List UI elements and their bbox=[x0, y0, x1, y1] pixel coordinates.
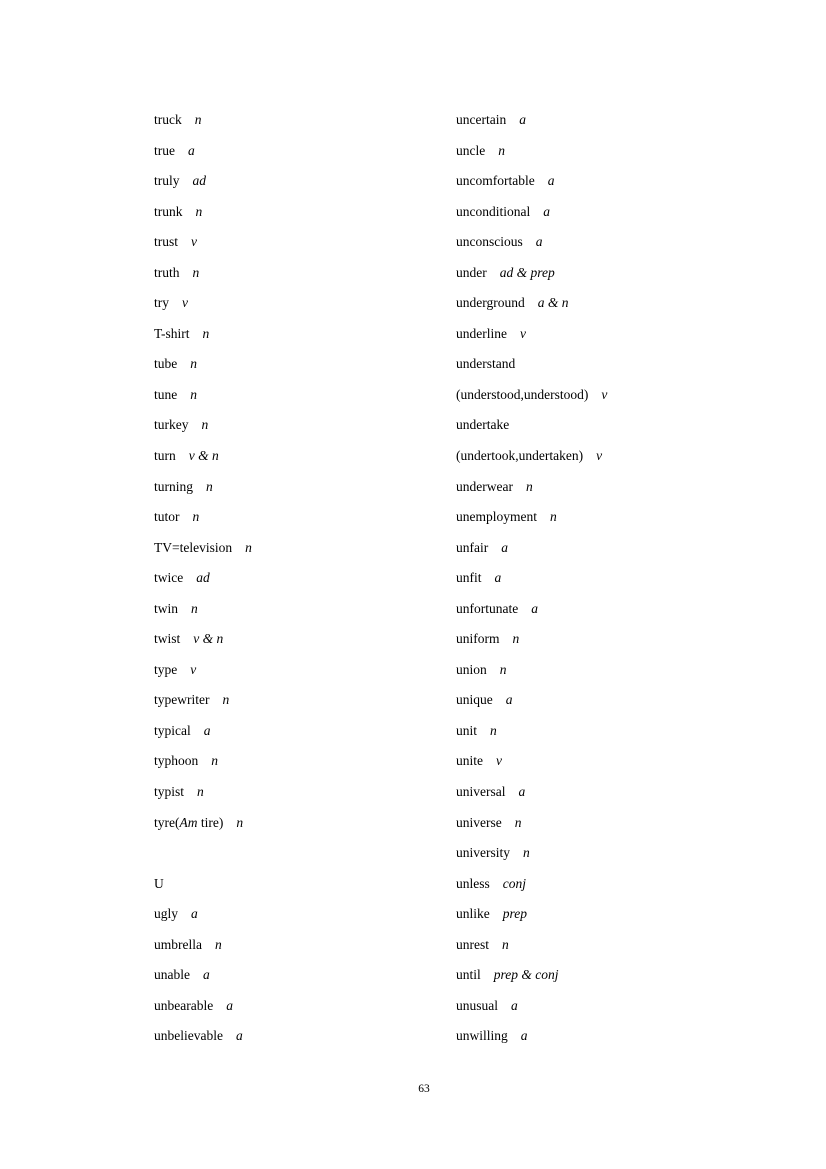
pos-tag: a bbox=[547, 173, 555, 189]
word-text: truck bbox=[154, 112, 182, 127]
pos-tag: prep bbox=[502, 906, 527, 922]
word-text: tune bbox=[154, 386, 178, 402]
word-text: twice bbox=[154, 570, 184, 586]
word-entry-row bbox=[154, 319, 454, 350]
word-text: uncomfortable bbox=[456, 173, 535, 189]
word-entry-row bbox=[456, 594, 786, 625]
pos-tag: a bbox=[531, 600, 538, 616]
word-entry-row bbox=[456, 288, 786, 319]
word-text: unemployment bbox=[456, 509, 537, 525]
word-text: truly bbox=[154, 173, 180, 189]
pos-tag: n bbox=[201, 417, 209, 433]
word-entry-row bbox=[154, 441, 454, 472]
pos-tag: n bbox=[190, 386, 197, 402]
word-list-column-left bbox=[154, 105, 454, 1052]
word-text: truth bbox=[154, 264, 180, 280]
word-entry-row bbox=[456, 349, 786, 380]
word-entry-row bbox=[456, 136, 786, 167]
word-entry-row bbox=[154, 899, 454, 930]
word-segment: tyre( bbox=[154, 814, 180, 830]
word-text: unfortunate bbox=[456, 600, 519, 616]
pos-tag: n bbox=[192, 509, 200, 525]
word-text: unless bbox=[456, 875, 490, 891]
pos-tag: a bbox=[494, 570, 502, 586]
pos-tag: a bbox=[501, 539, 508, 555]
pos-tag: a bbox=[511, 997, 518, 1013]
word-text: under bbox=[456, 264, 487, 280]
word-entry-row bbox=[456, 563, 786, 594]
word-text: until bbox=[456, 967, 481, 983]
word-text: unwilling bbox=[456, 1028, 508, 1044]
word-text: uncertain bbox=[456, 112, 507, 127]
pos-tag: a bbox=[520, 1028, 528, 1044]
word-segment: Am bbox=[179, 814, 198, 830]
word-text: U bbox=[154, 875, 164, 891]
word-entry-row bbox=[456, 319, 786, 350]
word-entry-row bbox=[154, 960, 454, 991]
word-entry-row bbox=[154, 105, 454, 136]
word-entry-row bbox=[456, 991, 786, 1022]
word-text: (undertook,undertaken) bbox=[456, 448, 584, 464]
word-text: unconscious bbox=[456, 234, 523, 250]
pos-tag: n bbox=[197, 784, 204, 800]
pos-tag: v & n bbox=[188, 448, 219, 464]
word-entry-row bbox=[154, 258, 454, 289]
word-text: union bbox=[456, 661, 487, 677]
word-entry-row bbox=[154, 288, 454, 319]
word-entry-row bbox=[456, 502, 786, 533]
pos-tag: a bbox=[543, 203, 550, 219]
pos-tag: n bbox=[525, 478, 533, 494]
word-entry-row bbox=[456, 808, 786, 839]
word-entry-row bbox=[456, 716, 786, 747]
pos-tag: v bbox=[496, 753, 502, 769]
pos-tag: n bbox=[550, 509, 557, 525]
pos-tag: a bbox=[188, 142, 195, 158]
word-text: turkey bbox=[154, 417, 189, 433]
word-segment: tire) bbox=[197, 814, 224, 830]
word-text: ugly bbox=[154, 906, 179, 922]
pos-tag: a bbox=[535, 234, 543, 250]
word-entry-row bbox=[456, 166, 786, 197]
word-text: uncle bbox=[456, 142, 486, 158]
word-text: turning bbox=[154, 478, 193, 494]
word-entry-row bbox=[456, 227, 786, 258]
word-entry-row bbox=[154, 502, 454, 533]
pos-tag: v bbox=[182, 295, 188, 311]
word-text: typewriter bbox=[154, 692, 210, 708]
pos-tag: a bbox=[203, 967, 210, 983]
word-text: understand bbox=[456, 356, 516, 372]
word-text: try bbox=[154, 295, 169, 311]
word-entry-row bbox=[154, 991, 454, 1022]
word-text: turn bbox=[154, 448, 176, 464]
pos-tag: v bbox=[190, 661, 197, 677]
word-text: underground bbox=[456, 295, 525, 311]
word-entry-row bbox=[154, 655, 454, 686]
pos-tag: prep & conj bbox=[493, 967, 559, 983]
word-entry-row bbox=[456, 930, 786, 961]
pos-tag: n bbox=[502, 936, 509, 952]
pos-tag: n bbox=[222, 692, 230, 708]
word-entry-row bbox=[154, 166, 454, 197]
word-text: unfair bbox=[456, 539, 489, 555]
word-entry-row bbox=[154, 808, 454, 839]
word-text: uniform bbox=[456, 631, 500, 647]
word-text: university bbox=[456, 845, 510, 861]
pos-tag: a bbox=[191, 906, 198, 922]
word-entry-row bbox=[456, 685, 786, 716]
word-entry-row bbox=[456, 869, 786, 900]
pos-tag: v bbox=[601, 386, 608, 402]
pos-tag: ad bbox=[196, 570, 210, 586]
word-text: unlike bbox=[456, 906, 490, 922]
word-entry-row bbox=[456, 1021, 786, 1052]
pos-tag: a bbox=[505, 692, 513, 708]
word-entry-row bbox=[456, 746, 786, 777]
word-entry-row bbox=[456, 472, 786, 503]
word-text: undertake bbox=[456, 417, 510, 433]
pos-tag: n bbox=[498, 142, 505, 158]
word-entry-row bbox=[154, 563, 454, 594]
pos-tag: n bbox=[214, 936, 222, 952]
pos-tag: n bbox=[206, 478, 213, 494]
word-entry-row bbox=[456, 624, 786, 655]
word-entry-row bbox=[456, 380, 786, 411]
word-text: T-shirt bbox=[154, 325, 190, 341]
word-entry-row bbox=[456, 258, 786, 289]
word-entry-row bbox=[154, 472, 454, 503]
word-text: unit bbox=[456, 722, 478, 738]
word-text: tube bbox=[154, 356, 178, 372]
word-entry-row bbox=[154, 533, 454, 564]
pos-tag: n bbox=[523, 845, 530, 861]
pos-tag: n bbox=[490, 722, 497, 738]
pos-tag: n bbox=[245, 539, 252, 555]
pos-tag: n bbox=[194, 112, 202, 127]
word-text: underwear bbox=[456, 478, 513, 494]
word-entry-row bbox=[456, 777, 786, 808]
word-list-column-right bbox=[456, 105, 786, 1052]
page-number: 63 bbox=[418, 1083, 430, 1095]
word-text: (understood,understood) bbox=[456, 386, 589, 402]
pos-tag: v bbox=[596, 448, 603, 464]
word-text: underline bbox=[456, 325, 507, 341]
word-entry-row bbox=[154, 777, 454, 808]
word-entry-row bbox=[456, 655, 786, 686]
word-text: unbelievable bbox=[154, 1028, 223, 1044]
word-text: unable bbox=[154, 967, 190, 983]
word-text: typist bbox=[154, 784, 185, 800]
pos-tag: a & n bbox=[537, 295, 569, 311]
word-entry-row bbox=[456, 899, 786, 930]
pos-tag: a bbox=[518, 784, 526, 800]
pos-tag: a bbox=[203, 722, 211, 738]
word-text: typical bbox=[154, 722, 191, 738]
word-text: tutor bbox=[154, 509, 180, 525]
word-entry-row bbox=[456, 105, 786, 136]
word-text: TV=television bbox=[154, 539, 233, 555]
word-text: twin bbox=[154, 600, 179, 616]
word-text: unite bbox=[456, 753, 483, 769]
word-entry-row bbox=[154, 380, 454, 411]
pos-tag: v & n bbox=[193, 631, 224, 647]
word-text: unique bbox=[456, 692, 493, 708]
pos-tag: ad & prep bbox=[499, 264, 555, 280]
pos-tag: n bbox=[514, 814, 522, 830]
word-text: umbrella bbox=[154, 936, 202, 952]
pos-tag: n bbox=[190, 356, 197, 372]
word-entry-row bbox=[154, 227, 454, 258]
word-text: typhoon bbox=[154, 753, 199, 769]
word-text: unusual bbox=[456, 997, 498, 1013]
pos-tag: a bbox=[226, 997, 233, 1013]
word-text: universe bbox=[456, 814, 502, 830]
word-text: unbearable bbox=[154, 997, 214, 1013]
pos-tag: ad bbox=[192, 173, 206, 189]
word-text bbox=[154, 815, 223, 830]
pos-tag: n bbox=[211, 753, 219, 769]
word-text: type bbox=[154, 661, 178, 677]
pos-tag: v bbox=[519, 325, 526, 341]
word-entry-row bbox=[154, 1021, 454, 1052]
word-text: unconditional bbox=[456, 203, 531, 219]
pos-tag: n bbox=[191, 600, 198, 616]
word-entry-row bbox=[456, 838, 786, 869]
word-entry-row bbox=[154, 624, 454, 655]
blank-row bbox=[154, 838, 454, 869]
pos-tag: a bbox=[235, 1028, 243, 1044]
word-entry-row bbox=[154, 349, 454, 380]
word-entry-row bbox=[456, 960, 786, 991]
word-entry-row bbox=[154, 594, 454, 625]
pos-tag: n bbox=[236, 814, 244, 830]
word-entry-row bbox=[456, 533, 786, 564]
word-entry-row bbox=[154, 716, 454, 747]
word-text: true bbox=[154, 142, 175, 158]
word-entry-row bbox=[154, 410, 454, 441]
pos-tag: n bbox=[192, 264, 200, 280]
word-text: unfit bbox=[456, 570, 482, 586]
word-entry-row bbox=[456, 441, 786, 472]
word-text: unrest bbox=[456, 936, 489, 952]
pos-tag: n bbox=[202, 325, 210, 341]
word-entry-row bbox=[154, 746, 454, 777]
word-entry-row bbox=[154, 685, 454, 716]
word-entry-row bbox=[456, 410, 786, 441]
pos-tag: conj bbox=[502, 875, 526, 891]
section-letter bbox=[154, 869, 454, 900]
pos-tag: n bbox=[499, 661, 507, 677]
word-entry-row bbox=[154, 136, 454, 167]
word-text: universal bbox=[456, 784, 506, 800]
word-text: trunk bbox=[154, 203, 183, 219]
pos-tag: n bbox=[512, 631, 520, 647]
pos-tag: n bbox=[195, 203, 203, 219]
word-entry-row bbox=[154, 197, 454, 228]
word-text: twist bbox=[154, 631, 181, 647]
pos-tag: a bbox=[519, 112, 526, 127]
word-entry-row bbox=[456, 197, 786, 228]
word-text: trust bbox=[154, 234, 179, 250]
word-entry-row bbox=[154, 930, 454, 961]
pos-tag: v bbox=[191, 234, 198, 250]
